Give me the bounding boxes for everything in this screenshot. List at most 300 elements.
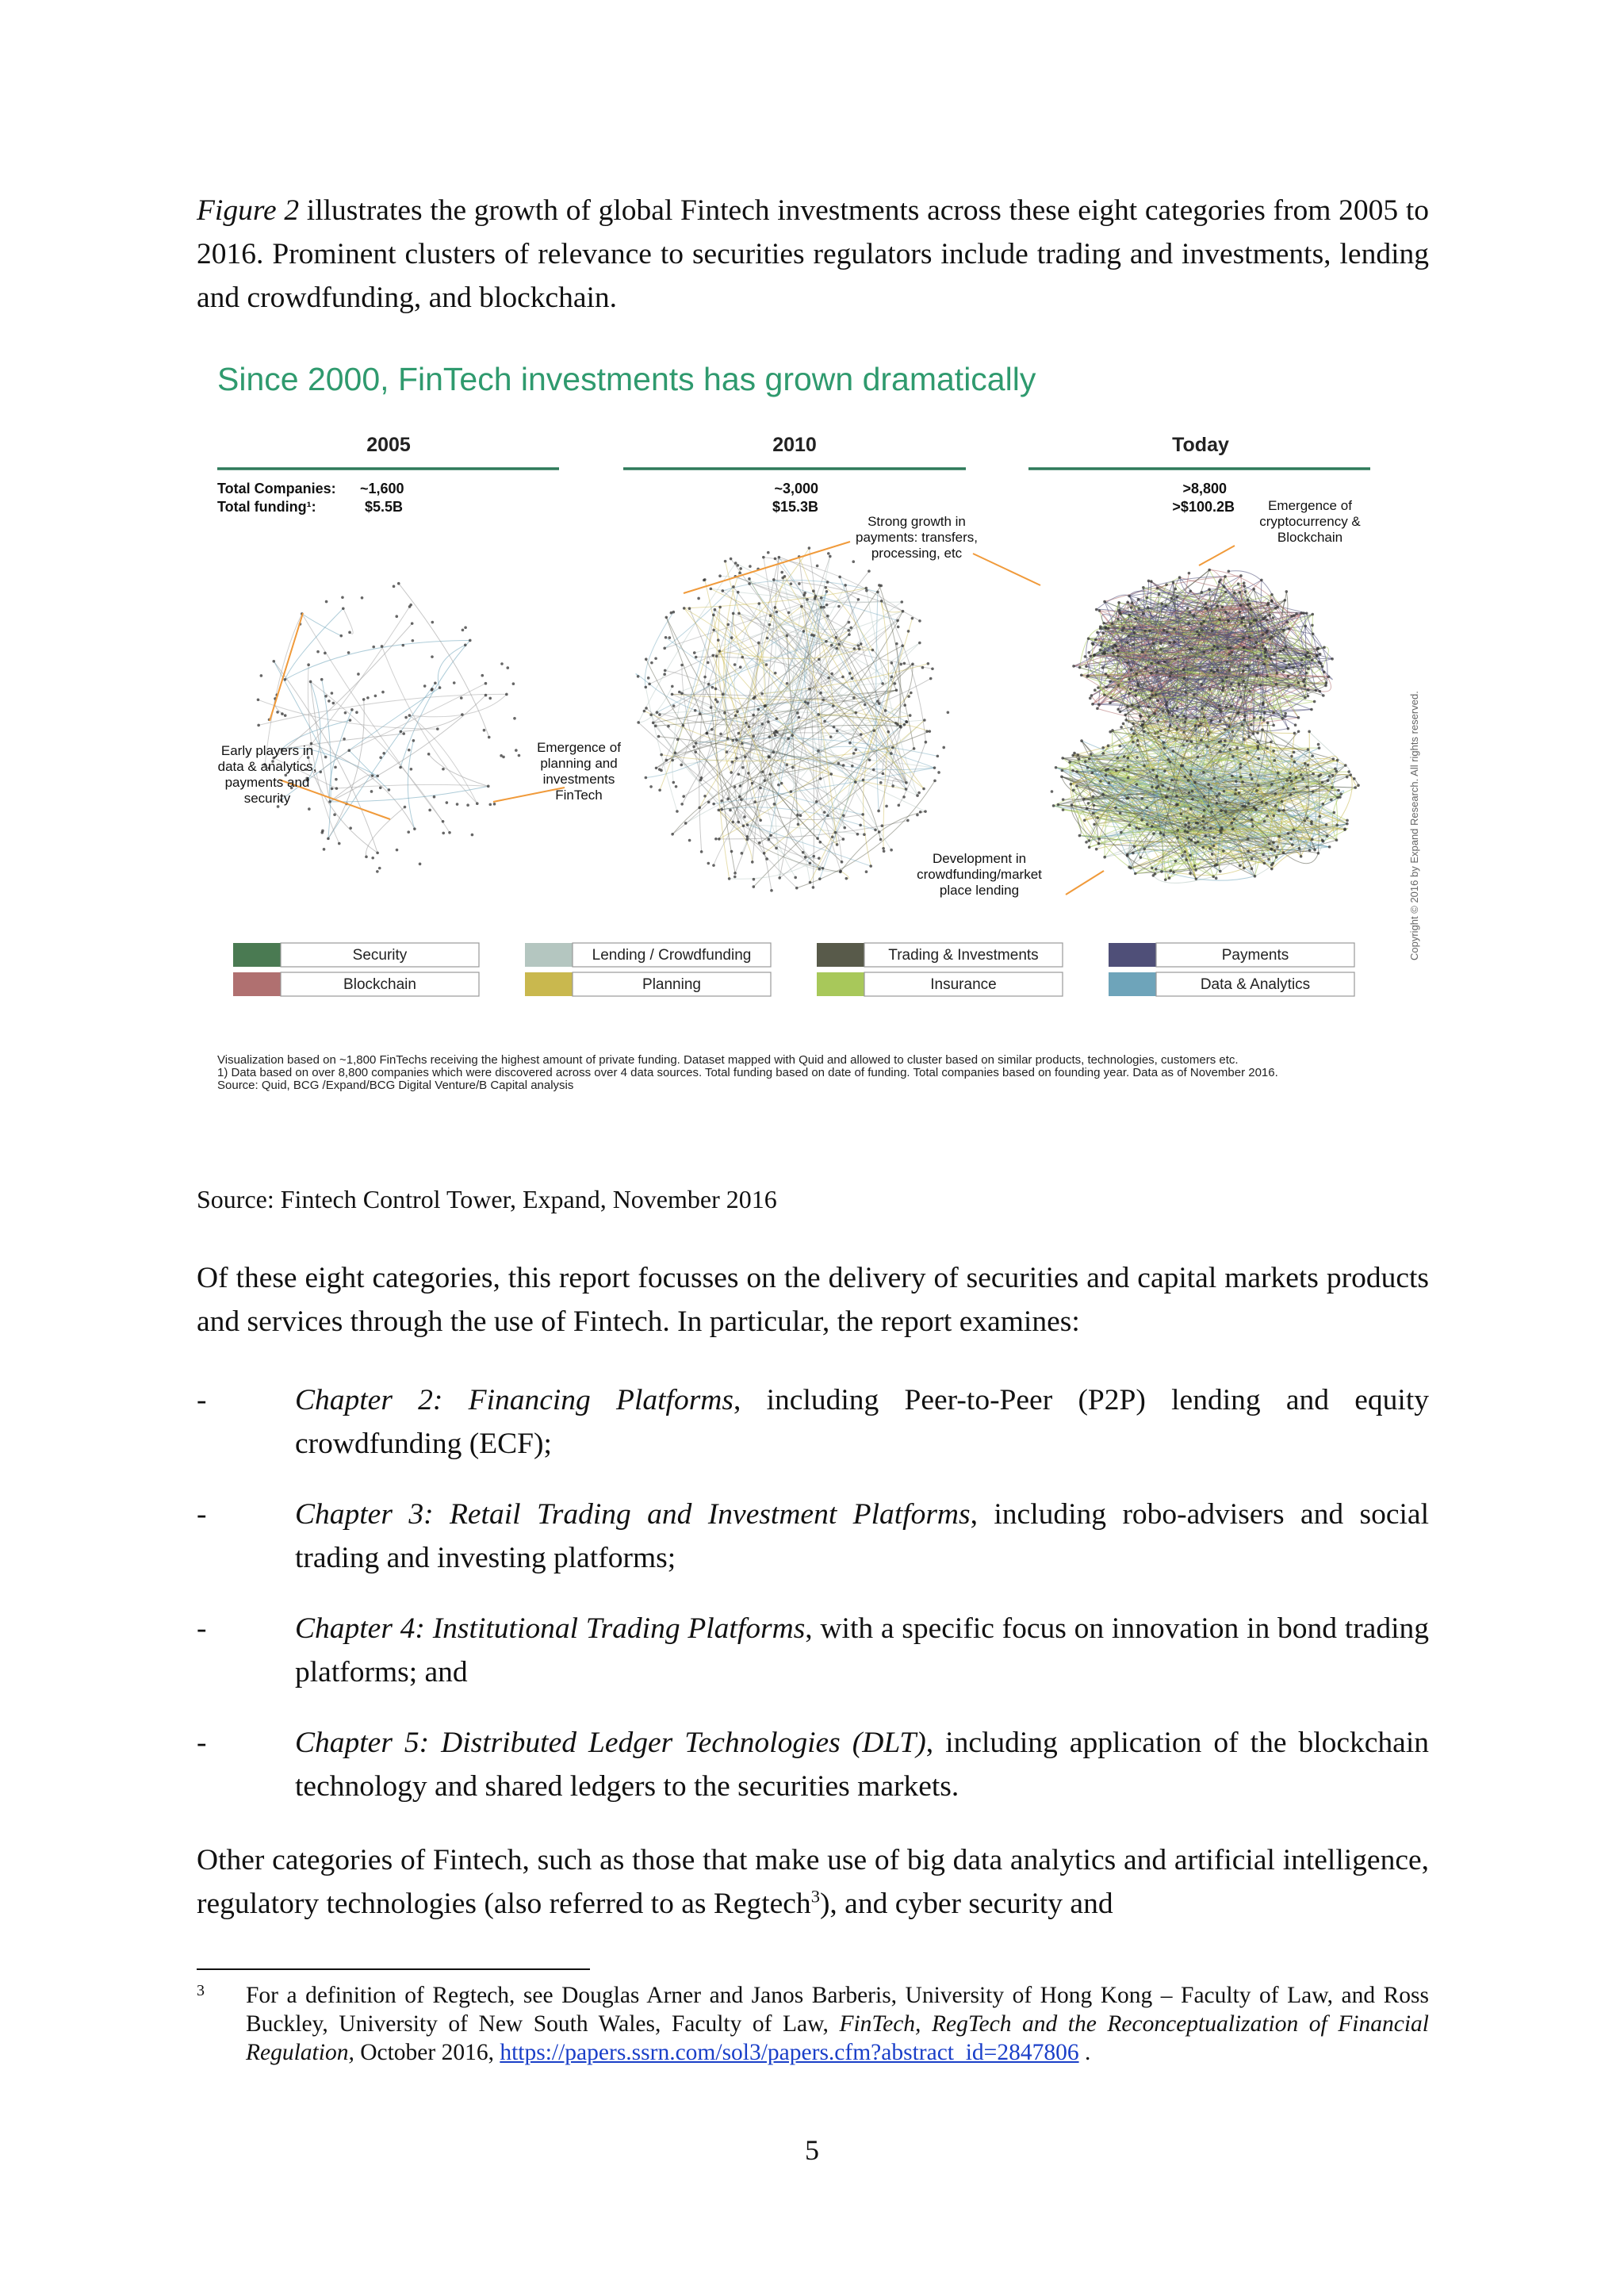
network-node	[1323, 671, 1326, 674]
network-node	[1166, 701, 1169, 704]
network-node	[1231, 730, 1234, 734]
network-node	[829, 735, 833, 738]
network-node	[753, 885, 756, 888]
network-node	[1205, 608, 1208, 611]
network-node	[1207, 805, 1210, 808]
network-node	[774, 558, 777, 561]
network-node	[1285, 590, 1289, 593]
network-node	[768, 623, 772, 627]
network-node	[1333, 811, 1336, 815]
network-node	[1220, 809, 1223, 812]
network-node	[399, 766, 402, 769]
network-node	[733, 785, 737, 788]
funding-today: >$100.2B	[1172, 499, 1235, 515]
network-node	[316, 650, 320, 654]
network-node	[733, 872, 737, 875]
network-node	[1274, 804, 1277, 807]
network-node	[723, 711, 726, 715]
network-node	[718, 650, 721, 653]
network-node	[413, 827, 416, 830]
network-node	[1277, 809, 1281, 812]
network-node	[763, 852, 766, 855]
network-edge	[638, 563, 736, 723]
network-node	[1095, 848, 1098, 851]
network-node	[768, 755, 771, 758]
total-companies-label: Total Companies:	[217, 481, 336, 496]
network-node	[732, 585, 735, 588]
network-node	[798, 582, 801, 585]
network-node	[896, 619, 899, 623]
network-node	[1165, 795, 1168, 799]
network-node	[1168, 642, 1171, 645]
network-node	[1286, 621, 1289, 624]
copyright-notice: Copyright © 2016 by Expand Research. All rights reserved.	[1408, 691, 1420, 960]
network-node	[1155, 787, 1159, 790]
network-node	[428, 809, 431, 812]
network-node	[1099, 649, 1102, 652]
network-node	[1265, 649, 1268, 652]
network-node	[900, 600, 903, 604]
network-node	[1231, 651, 1234, 654]
network-node	[791, 734, 794, 738]
network-node	[1191, 798, 1194, 801]
network-node	[741, 742, 744, 746]
network-node	[899, 663, 902, 666]
network-node	[848, 672, 852, 675]
network-node	[1151, 689, 1154, 692]
network-node	[682, 724, 685, 727]
network-node	[905, 781, 908, 784]
network-node	[1346, 776, 1349, 779]
network-node	[1292, 666, 1295, 669]
network-node	[688, 607, 691, 610]
network-node	[505, 693, 508, 696]
network-node	[1084, 655, 1087, 658]
network-node	[707, 862, 710, 865]
network-edge	[1097, 595, 1129, 609]
network-node	[1232, 818, 1235, 821]
network-node	[1190, 740, 1193, 743]
network-node	[827, 552, 830, 555]
network-node	[665, 636, 668, 639]
network-node	[657, 735, 661, 738]
legend	[233, 943, 1354, 996]
network-node	[741, 852, 744, 855]
network-node	[672, 781, 676, 784]
network-edge	[841, 871, 848, 878]
network-node	[1190, 647, 1193, 650]
legend-swatch	[817, 972, 864, 996]
network-node	[1188, 792, 1191, 795]
network-node	[1142, 720, 1145, 723]
network-node	[678, 691, 681, 694]
network-node	[1265, 802, 1268, 805]
network-node	[1343, 828, 1346, 831]
network-node	[1270, 848, 1274, 851]
network-node	[1186, 830, 1189, 834]
network-node	[1165, 703, 1168, 707]
network-node	[831, 836, 834, 839]
network-node	[737, 591, 740, 594]
network-node	[1116, 654, 1120, 657]
network-node	[710, 728, 714, 731]
network-node	[1160, 870, 1163, 873]
network-node	[1306, 656, 1309, 659]
network-node	[674, 752, 677, 755]
network-node	[737, 821, 741, 824]
network-node	[1126, 854, 1129, 857]
network-node	[722, 692, 725, 696]
network-node	[721, 589, 724, 592]
network-edge	[841, 811, 925, 872]
network-node	[1151, 825, 1154, 828]
network-node	[836, 843, 839, 846]
network-node	[806, 598, 809, 601]
network-node	[1092, 643, 1095, 646]
network-node	[1184, 776, 1187, 779]
network-node	[860, 733, 863, 736]
network-node	[802, 594, 806, 597]
legend-swatch	[233, 943, 281, 967]
legend-label: Planning	[642, 976, 701, 993]
network-node	[1134, 617, 1137, 620]
network-node	[707, 801, 710, 804]
network-node	[644, 686, 647, 689]
network-node	[714, 838, 718, 841]
network-node	[745, 838, 749, 841]
network-node	[1243, 646, 1246, 650]
bullet-item	[197, 1378, 1429, 1466]
network-node	[853, 647, 856, 650]
network-node	[1116, 650, 1120, 653]
network-node	[1089, 655, 1092, 658]
network-node	[645, 776, 648, 780]
network-node	[402, 732, 405, 735]
network-node	[818, 868, 821, 871]
network-node	[442, 768, 445, 771]
network-node	[1203, 715, 1206, 719]
footnote-link[interactable]: https://papers.ssrn.com/sol3/papers.cfm?abstract_id=2847806	[500, 2040, 1079, 2065]
network-node	[855, 711, 858, 715]
network-node	[1149, 697, 1152, 700]
network-node	[1311, 613, 1314, 616]
network-node	[731, 821, 734, 824]
network-node	[1272, 841, 1275, 845]
bullet-title: Chapter 5: Distributed Ledger Technologies (DLT)	[295, 1727, 926, 1759]
network-node	[1216, 604, 1219, 608]
network-node	[738, 572, 741, 575]
network-node	[436, 727, 439, 730]
network-node	[1231, 755, 1235, 758]
network-node	[676, 810, 679, 813]
network-node	[355, 711, 358, 714]
network-node	[1201, 683, 1204, 686]
network-node	[1156, 699, 1159, 702]
network-node	[1287, 684, 1290, 688]
network-node	[1188, 838, 1191, 841]
network-node	[839, 870, 842, 873]
network-node	[1061, 757, 1064, 760]
network-node	[918, 642, 921, 645]
network-node	[921, 666, 925, 669]
network-node	[1295, 612, 1298, 615]
network-node	[1175, 728, 1178, 731]
network-node	[382, 752, 385, 755]
network-node	[1116, 708, 1120, 711]
network-node	[668, 636, 672, 639]
network-node	[830, 772, 833, 776]
network-node	[366, 696, 370, 700]
network-node	[712, 803, 715, 806]
network-node	[1209, 826, 1212, 830]
network-node	[1290, 755, 1293, 758]
network-node	[1248, 636, 1251, 639]
network-node	[1242, 669, 1245, 673]
network-node	[1186, 607, 1189, 610]
network-node	[379, 787, 382, 790]
network-node	[1270, 593, 1274, 596]
network-node	[833, 726, 836, 729]
network-node	[442, 820, 445, 823]
network-node	[877, 810, 880, 813]
network-edge	[322, 680, 331, 839]
legend-label: Insurance	[930, 976, 997, 993]
network-node	[1068, 761, 1071, 764]
network-node	[1243, 738, 1246, 741]
network-node	[869, 864, 872, 868]
network-node	[1307, 764, 1310, 767]
network-node	[936, 755, 940, 758]
network-node	[1242, 680, 1245, 683]
network-node	[257, 698, 260, 701]
network-node	[753, 878, 756, 881]
network-node	[1307, 688, 1310, 692]
network-node	[1155, 693, 1158, 696]
network-node	[1166, 631, 1169, 634]
network-node	[1276, 606, 1279, 609]
network-node	[1275, 856, 1278, 859]
network-node	[1326, 834, 1329, 838]
network-node	[1249, 623, 1252, 626]
figure-note-3: Source: Quid, BCG /Expand/BCG Digital Venture/B Capital analysis	[217, 1079, 574, 1092]
network-node	[757, 708, 760, 711]
network-node	[843, 826, 846, 830]
network-node	[800, 605, 803, 608]
network-node	[284, 678, 287, 681]
network-node	[1247, 802, 1251, 805]
network-node	[1140, 818, 1143, 822]
network-node	[1101, 752, 1105, 755]
network-node	[739, 665, 742, 669]
network-node	[643, 710, 646, 713]
network-node	[891, 661, 894, 665]
network-node	[1238, 591, 1241, 594]
network-node	[865, 589, 868, 592]
network-node	[824, 586, 827, 589]
network-node	[753, 800, 756, 803]
network-node	[1147, 580, 1151, 583]
network-node	[1321, 781, 1324, 784]
network-node	[1267, 858, 1270, 861]
network-node	[1212, 875, 1215, 878]
network-node	[1266, 619, 1269, 622]
network-node	[1125, 797, 1128, 800]
network-node	[717, 809, 720, 812]
network-node	[1210, 719, 1213, 723]
footnote-reference[interactable]: 3	[810, 1886, 820, 1907]
network-node	[1180, 765, 1183, 768]
network-node	[1243, 715, 1247, 718]
network-node	[759, 787, 762, 790]
network-node	[1282, 670, 1285, 673]
network-node	[907, 630, 910, 633]
network-2005	[257, 582, 521, 873]
network-node	[1266, 747, 1269, 750]
network-node	[819, 692, 822, 695]
network-node	[1126, 705, 1129, 708]
network-node	[1202, 771, 1205, 774]
network-node	[1305, 611, 1308, 615]
network-node	[431, 688, 434, 691]
network-node	[933, 780, 936, 783]
network-node	[746, 823, 749, 826]
network-edge	[349, 750, 389, 790]
network-node	[1289, 776, 1292, 780]
bullet-title: Chapter 2: Financing Platforms	[295, 1384, 733, 1416]
network-node	[718, 838, 721, 841]
network-node	[942, 746, 945, 749]
network-node	[1203, 795, 1206, 799]
network-node	[879, 781, 883, 784]
network-node	[1339, 792, 1342, 795]
network-node	[1247, 604, 1250, 607]
network-node	[820, 596, 823, 600]
network-node	[1300, 658, 1304, 661]
network-node	[1155, 868, 1158, 871]
network-node	[1076, 753, 1079, 757]
network-node	[1112, 646, 1115, 650]
network-node	[1253, 646, 1256, 650]
network-node	[878, 584, 881, 587]
network-node	[819, 841, 822, 844]
network-node	[1154, 652, 1157, 655]
network-node	[1231, 775, 1234, 778]
network-node	[1235, 788, 1238, 792]
network-node	[1107, 675, 1110, 678]
network-node	[1121, 629, 1124, 632]
network-node	[1316, 654, 1319, 657]
network-node	[1221, 680, 1224, 683]
network-node	[1268, 842, 1271, 845]
network-node	[650, 661, 653, 665]
network-node	[761, 723, 764, 726]
network-node	[1239, 776, 1243, 779]
network-node	[1297, 681, 1300, 684]
network-node	[815, 800, 818, 803]
network-node	[1193, 864, 1197, 868]
network-node	[1337, 789, 1340, 792]
network-node	[1231, 688, 1235, 692]
network-edge	[302, 614, 443, 822]
network-node	[1251, 868, 1254, 871]
network-node	[665, 616, 668, 619]
network-node	[1132, 732, 1136, 735]
network-node	[1157, 736, 1160, 739]
legend-label: Payments	[1221, 947, 1289, 964]
network-node	[1176, 596, 1179, 599]
network-node	[1281, 800, 1284, 803]
network-node	[1267, 602, 1270, 605]
network-node	[378, 867, 381, 870]
network-node	[890, 752, 893, 755]
network-node	[716, 700, 719, 703]
network-node	[1165, 583, 1168, 586]
network-node	[672, 611, 676, 614]
network-node	[860, 642, 863, 646]
network-node	[1132, 852, 1135, 855]
network-node	[1334, 767, 1337, 770]
network-edge	[382, 646, 477, 803]
network-node	[1239, 604, 1243, 608]
network-node	[408, 714, 412, 717]
network-node	[847, 629, 850, 632]
network-node	[1282, 649, 1285, 652]
network-node	[1218, 618, 1221, 621]
network-node	[1196, 630, 1199, 633]
network-node	[663, 647, 666, 650]
network-node	[743, 815, 746, 818]
network-node	[1097, 703, 1101, 707]
network-node	[328, 800, 331, 803]
network-node	[732, 612, 735, 615]
network-node	[1174, 657, 1177, 661]
network-node	[1197, 841, 1200, 844]
network-node	[865, 587, 868, 590]
network-node	[790, 790, 793, 793]
network-node	[1327, 779, 1330, 782]
network-node	[1096, 816, 1099, 819]
network-node	[1209, 787, 1212, 790]
network-node	[466, 803, 469, 807]
network-node	[1224, 575, 1227, 578]
network-node	[698, 807, 701, 810]
network-node	[1357, 784, 1360, 787]
network-node	[1165, 604, 1168, 608]
network-node	[699, 779, 703, 782]
network-node	[732, 739, 735, 742]
network-node	[1331, 657, 1334, 661]
network-node	[1133, 631, 1136, 634]
network-node	[684, 822, 688, 825]
network-node	[411, 622, 414, 625]
network-node	[694, 750, 697, 753]
network-node	[637, 721, 640, 724]
network-node	[1060, 775, 1063, 778]
network-node	[1133, 627, 1136, 630]
network-node	[667, 725, 670, 728]
network-node	[464, 626, 467, 629]
network-node	[1167, 758, 1170, 761]
network-node	[1146, 822, 1149, 826]
legend-swatch	[233, 972, 281, 996]
network-node	[1197, 756, 1200, 759]
network-node	[1253, 806, 1256, 809]
network-node	[1176, 829, 1179, 832]
network-node	[1319, 653, 1322, 656]
network-node	[1243, 585, 1246, 588]
network-node	[1310, 708, 1313, 711]
network-node	[680, 803, 684, 806]
